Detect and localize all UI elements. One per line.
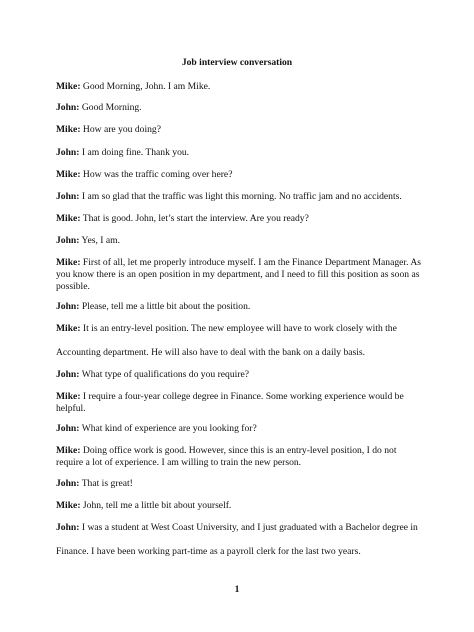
- speaker-label: John:: [56, 522, 80, 533]
- dialogue-line-20: [56, 546, 422, 558]
- speaker-label: Mike:: [56, 124, 81, 135]
- speaker-label: John:: [56, 369, 80, 380]
- dialogue-text: I am doing fine. Thank you.: [79, 147, 190, 158]
- speaker-label: Mike:: [56, 257, 81, 268]
- speaker-label: Mike:: [56, 500, 81, 511]
- page-number: 1: [234, 584, 240, 595]
- dialogue-text: What kind of experience are you looking for?: [79, 423, 257, 434]
- dialogue-line-4: [56, 147, 422, 159]
- dialogue-line-18: [56, 500, 422, 512]
- dialogue-text: First of all, let me properly introduce myself. I am the Finance Department Manager. As you know there is an open position in my department, and I need to fill this position as soon as possible.: [56, 257, 421, 293]
- dialogue-line-5: [56, 169, 422, 181]
- dialogue-line-9: [56, 257, 422, 294]
- dialogue-text: It is an entry-level position. The new employee will have to work closely with the: [80, 323, 397, 334]
- dialogue-text: Good Morning, John. I am Mike.: [80, 81, 211, 92]
- dialogue-line-12: [56, 347, 422, 359]
- dialogue-text: How are you doing?: [80, 124, 161, 135]
- speaker-label: John:: [56, 423, 80, 434]
- dialogue-text: Finance. I have been working part-time as a payroll clerk for the last two years.: [56, 546, 361, 557]
- speaker-label: John:: [56, 191, 80, 202]
- dialogue-line-2: [56, 102, 422, 114]
- speaker-label: Mike:: [56, 213, 81, 224]
- dialogue-line-19: [56, 522, 422, 534]
- dialogue-text: Doing office work is good. However, since this is an entry-level position, I do not require a lot of experience. I am willing to train the new person.: [56, 445, 397, 469]
- speaker-label: Mike:: [56, 81, 81, 92]
- dialogue-text: I was a student at West Coast University, and I just graduated with a Bachelor degree in: [79, 522, 418, 533]
- speaker-label: Mike:: [56, 391, 81, 402]
- dialogue-line-7: [56, 213, 422, 225]
- dialogue-line-16: [56, 445, 422, 469]
- dialogue-text: Accounting department. He will also have to deal with the bank on a daily basis.: [56, 347, 366, 358]
- dialogue-text: How was the traffic coming over here?: [80, 169, 233, 180]
- dialogue-text: That is great!: [79, 478, 133, 489]
- dialogue-line-1: [56, 81, 422, 93]
- speaker-label: John:: [56, 235, 80, 246]
- dialogue-text: I require a four-year college degree in Finance. Some working experience would be helpful.: [56, 391, 404, 415]
- speaker-label: John:: [56, 147, 80, 158]
- speaker-label: Mike:: [56, 445, 81, 456]
- dialogue-line-15: [56, 423, 422, 435]
- dialogue-line-8: [56, 235, 422, 247]
- dialogue-line-3: [56, 124, 422, 136]
- dialogue-text: John, tell me a little bit about yourself.: [80, 500, 232, 511]
- speaker-label: Mike:: [56, 169, 81, 180]
- speaker-label: John:: [56, 478, 80, 489]
- dialogue-line-14: [56, 391, 422, 415]
- speaker-label: Mike:: [56, 323, 81, 334]
- dialogue-line-6: [56, 191, 422, 203]
- dialogue-line-13: [56, 369, 422, 381]
- dialogue-text: Please, tell me a little bit about the position.: [79, 301, 251, 312]
- dialogue-line-11: [56, 323, 422, 335]
- dialogue-text: I am so glad that the traffic was light this morning. No traffic jam and no accidents.: [79, 191, 402, 202]
- dialogue-text: What type of qualifications do you require?: [79, 369, 249, 380]
- speaker-label: John:: [56, 301, 80, 312]
- document-title: Job interview conversation: [181, 57, 293, 68]
- dialogue-text: Yes, I am.: [79, 235, 120, 246]
- dialogue-line-10: [56, 301, 422, 313]
- dialogue-text: Good Morning.: [79, 102, 142, 113]
- speaker-label: John:: [56, 102, 80, 113]
- dialogue-text: That is good. John, let’s start the interview. Are you ready?: [80, 213, 309, 224]
- dialogue-line-17: [56, 478, 422, 490]
